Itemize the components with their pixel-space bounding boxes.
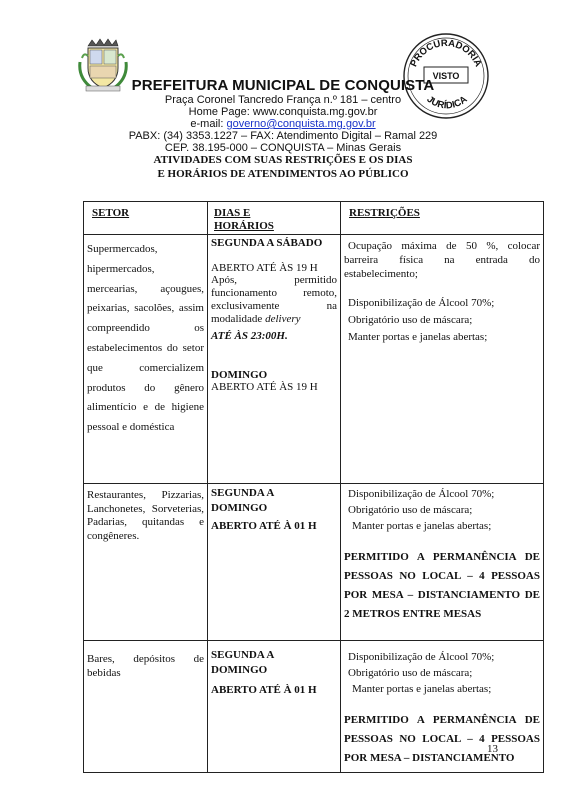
municipality-title: PREFEITURA MUNICIPAL DE CONQUISTA (131, 77, 435, 94)
activities-heading-line1: ATIVIDADES COM SUAS RESTRIÇÕES E OS DIAS (153, 154, 413, 166)
dias-open: ABERTO ATÉ À 01 H (211, 684, 317, 696)
setor-cell (84, 484, 208, 641)
stamp-bottom-text: JURÍDICA (424, 93, 470, 112)
dias-title: SEGUNDA A DOMINGO (211, 649, 274, 676)
activities-table (83, 201, 544, 773)
table-row (84, 235, 544, 484)
dias-open-2: ABERTO ATÉ ÀS 19 H (211, 381, 318, 394)
email-link[interactable]: governo@conquista.mg.gov.br (226, 118, 376, 130)
page-number: 13 (487, 743, 498, 755)
header-cell-dias: DIAS E HORÁRIOS (208, 202, 341, 235)
setor-text: Bares, depósitos de bebidas (87, 653, 204, 679)
address-line: Praça Coronel Tancredo França n.º 181 – centro (164, 94, 402, 106)
dias-cell (208, 235, 341, 484)
setor-cell (84, 641, 208, 773)
restriction-mask: Obrigatório uso de máscara; (348, 667, 473, 679)
stamp-top-text: PROCURADORIA (408, 37, 484, 69)
restriction-windows: Manter portas e janelas abertas; (348, 331, 488, 343)
dias-cell (208, 641, 341, 773)
restriction-first: Ocupação máxima de 50 %, colocar barreira física na entrada do estabelecimento; (344, 240, 540, 280)
restriction-mask: Obrigatório uso de máscara; (348, 314, 473, 326)
dias-open: ABERTO ATÉ ÀS 19 H (211, 261, 318, 274)
table-row (84, 484, 544, 641)
header-cell-setor: SETOR (84, 202, 208, 235)
email-label: e-mail: (190, 118, 227, 130)
dias-after: Após, permitido funcionamento remoto, exclusivamente na modalidade delivery (211, 274, 337, 326)
dias-open: ABERTO ATÉ À 01 H (211, 520, 317, 532)
table-header-row (84, 202, 544, 235)
restricoes-cell (341, 484, 544, 641)
delivery-word: delivery (265, 313, 301, 326)
stamp-middle-text: VISTO (432, 71, 460, 81)
dias-title-2: DOMINGO (211, 368, 268, 381)
header-cell-restricoes: RESTRIÇÕES (341, 202, 544, 235)
dias-cell (208, 484, 341, 641)
restricoes-cell (341, 641, 544, 773)
activities-heading-line2: E HORÁRIOS DE ATENDIMENTOS AO PÚBLICO (157, 168, 409, 180)
restriction-windows: Manter portas e janelas abertas; (352, 683, 492, 695)
setor-cell (84, 235, 208, 484)
table-row (84, 641, 544, 773)
pabx-line: PABX: (34) 3353.1227 – FAX: Atendimento Digital – Ramal 229 (128, 130, 438, 142)
restriction-windows: Manter portas e janelas abertas; (352, 520, 492, 532)
restriction-capacity: PERMITIDO A PERMANÊNCIA DE PESSOAS NO LOCAL – 4 PESSOAS POR MESA – DISTANCIAMENTO DE 2 METROS ENTRE MESAS (344, 551, 540, 620)
restriction-alcohol: Disponibilização de Álcool 70%; (348, 297, 495, 309)
dias-until: ATÉ ÀS 23:00H. (211, 330, 288, 343)
restriction-capacity: PERMITIDO A PERMANÊNCIA DE PESSOAS NO LOCAL – 4 PESSOAS POR MESA – DISTANCIAMENTO (344, 714, 540, 764)
homepage-line: Home Page: www.conquista.mg.gov.br (188, 106, 378, 118)
setor-text: Supermercados, hipermercados, mercearias, açougues, peixarias, sacolões, assim compreendido os estabelecimentos do setor que comercializem produtos do gênero alimentício e de higiene pessoal e doméstica (87, 243, 204, 434)
restricoes-cell (341, 235, 544, 484)
dias-title: SEGUNDA A SÁBADO (211, 237, 323, 249)
cep-line: CEP. 38.195-000 – CONQUISTA – Minas Gerais (164, 142, 402, 154)
email-line (0, 118, 566, 130)
setor-text: Restaurantes, Pizzarias, Lanchonetes, Sorveterias, Padarias, quitandas e congêneres. (87, 489, 204, 542)
restriction-mask: Obrigatório uso de máscara; (348, 504, 473, 516)
dias-title: SEGUNDA A DOMINGO (211, 487, 274, 514)
restriction-alcohol: Disponibilização de Álcool 70%; (348, 488, 495, 500)
restriction-alcohol: Disponibilização de Álcool 70%; (348, 651, 495, 663)
